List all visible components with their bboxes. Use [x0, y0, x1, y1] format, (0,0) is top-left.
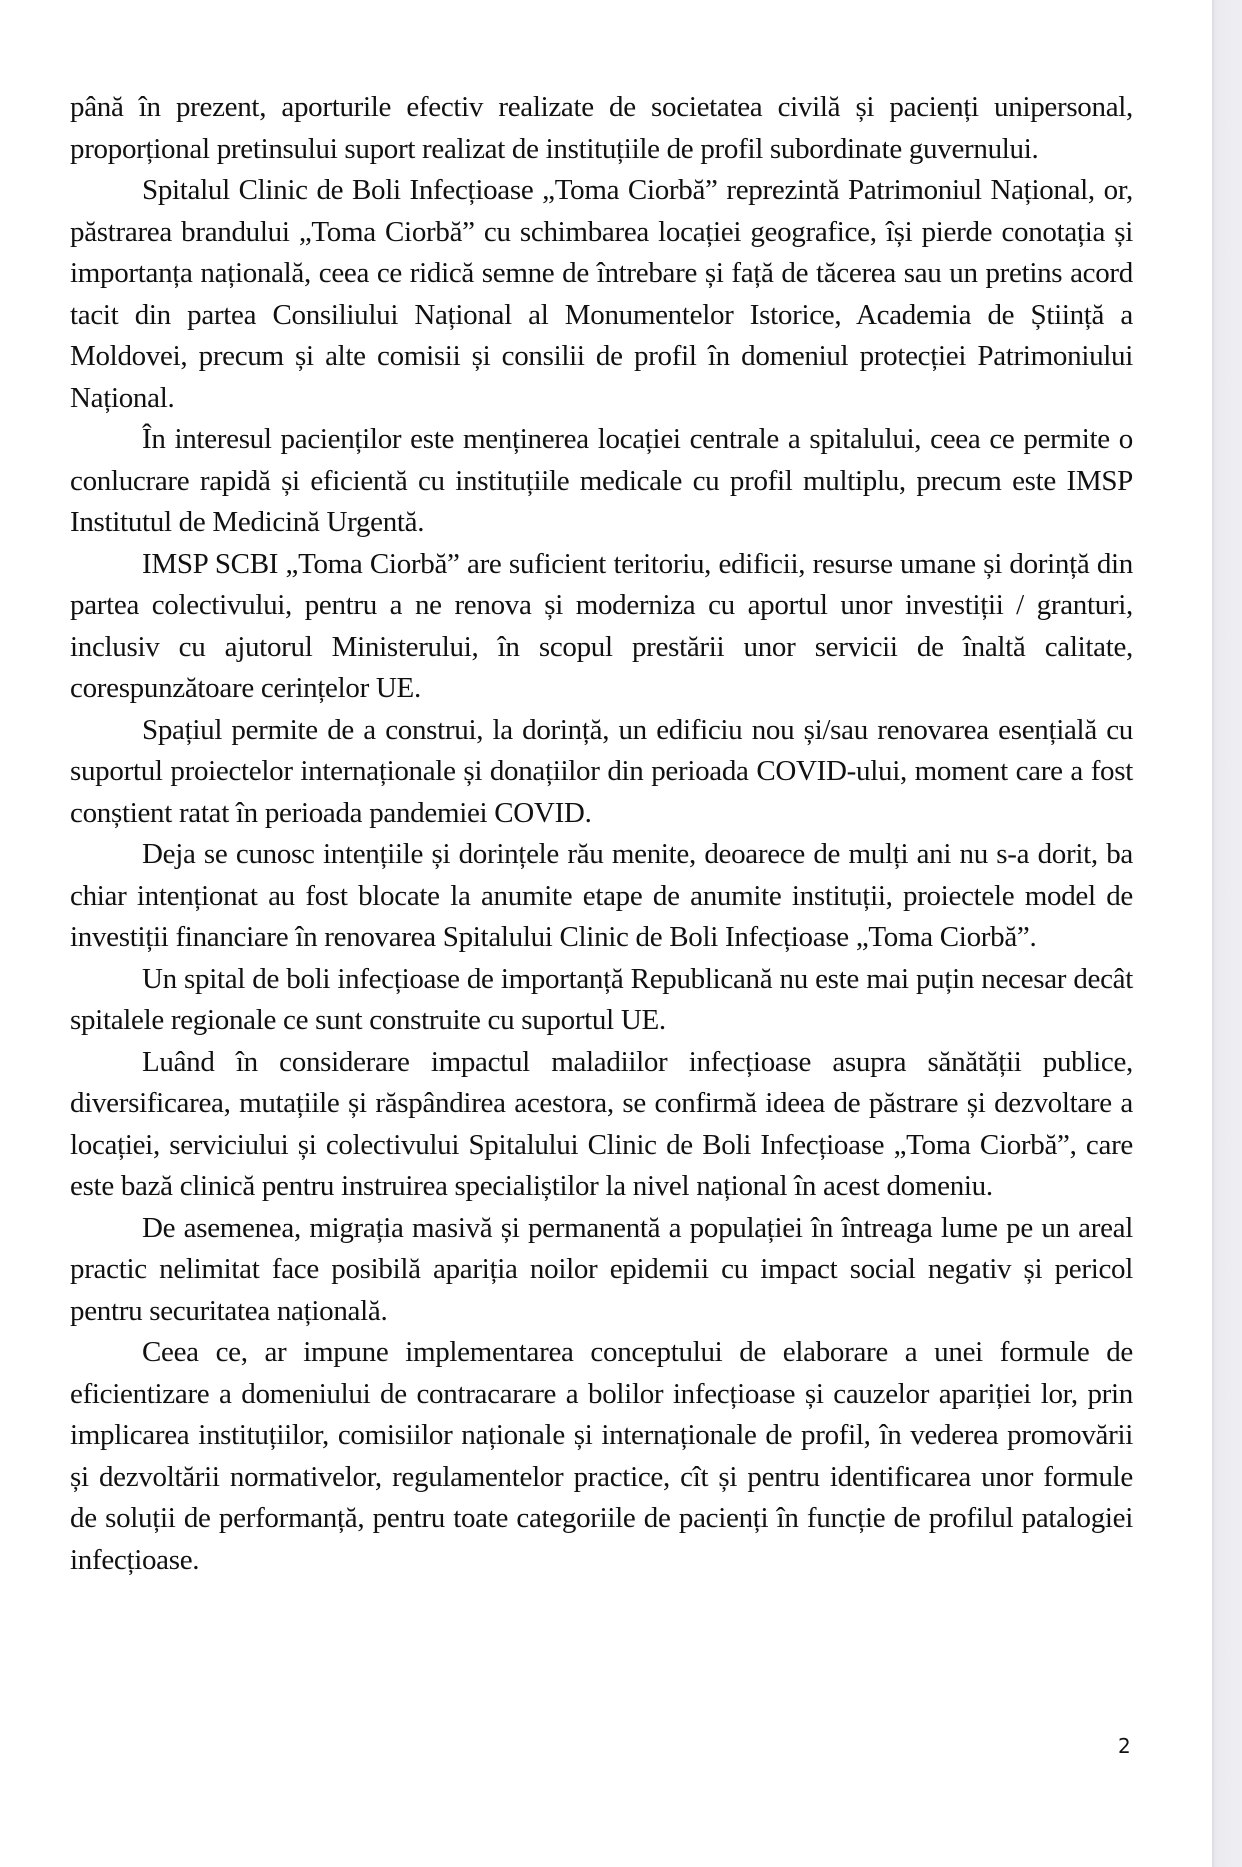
paragraph-3: În interesul pacienților este menținerea locației centrale a spitalului, ceea ce permite o conlucrare rapidă și eficientă cu instituțiile medicale cu profil multiplu, precum este IMSP Institutul de Medicină Urgentă.	[70, 423, 1133, 538]
paragraph-7: Un spital de boli infecțioase de importanță Republicană nu este mai puțin necesar decât spitalele regionale ce sunt construite cu suportul UE.	[70, 962, 1133, 1036]
paragraph-5: Spațiul permite de a construi, la dorință, un edificiu nou și/sau renovarea esențială cu suportul proiectelor internaționale și donațiilor din perioada COVID-ului, moment care a fost conștient ratat în perioada pandemiei COVID.	[70, 713, 1133, 829]
paragraph-2: Spitalul Clinic de Boli Infecțioase „Toma Ciorbă” reprezintă Patrimoniul Național, or, păstrarea brandului „Toma Ciorbă” cu schimbarea locației geografice, își pierde conotația și importanța națională, ceea ce ridică semne de întrebare și față de tăcerea sau un pretins acord tacit din partea Consiliului Național al Monumentelor Istorice, Academia de Știință a Moldovei, precum și alte comisii și consilii de profil în domeniul protecției Patrimoniului Național.	[70, 174, 1133, 414]
document-body	[70, 87, 1133, 1581]
paragraph-4: IMSP SCBI „Toma Ciorbă” are suficient teritoriu, edificii, resurse umane și dorință din partea colectivului, pentru a ne renova și moderniza cu aportul unor investiții / granturi, inclusiv cu ajutorul Ministerului, în scopul prestării unor servicii de înaltă calitate, corespunzătoare cerințelor UE.	[70, 547, 1133, 704]
viewer-side-scroll-area[interactable]	[1212, 0, 1242, 1867]
paragraph-9: De asemenea, migrația masivă și permanentă a populației în întreaga lume pe un areal practic nelimitat face posibilă apariția noilor epidemii cu impact social negativ și pericol pentru securitatea națională.	[70, 1211, 1133, 1327]
paragraph-1: până în prezent, aporturile efectiv realizate de societatea civilă și pacienți unipersonal, proporțional pretinsului suport realizat de instituțiile de profil subordinate guvernului.	[70, 91, 1133, 165]
paragraph-6: Deja se cunosc intențiile și dorințele rău menite, deoarece de mulți ani nu s-a dorit, ba chiar intenționat au fost blocate la anumite etape de anumite instituții, proiectele model de investiții financiare în renovarea Spitalului Clinic de Boli Infecțioase „Toma Ciorbă”.	[70, 838, 1133, 953]
page-number: 2	[1118, 1734, 1131, 1758]
paragraph-8: Luând în considerare impactul maladiilor infecțioase asupra sănătății publice, diversificarea, mutațiile și răspândirea acestora, se confirmă ideea de păstrare și dezvoltare a locației, serviciului și colectivului Spitalului Clinic de Boli Infecțioase „Toma Ciorbă”, care este bază clinică pentru instruirea specialiștilor la nivel național în acest domeniu.	[70, 1045, 1133, 1202]
paragraph-10: Ceea ce, ar impune implementarea conceptului de elaborare a unei formule de eficientizare a domeniului de contracarare a bolilor infecțioase și cauzelor apariției lor, prin implicarea instituțiilor, comisiilor naționale și internaționale de profil, în vederea promovării și dezvoltării normativelor, regulamentelor practice, cît și pentru identificarea unor formule de soluții de performanță, pentru toate categoriile de pacienți în funcție de profilul patalogiei infecțioase.	[70, 1336, 1133, 1576]
